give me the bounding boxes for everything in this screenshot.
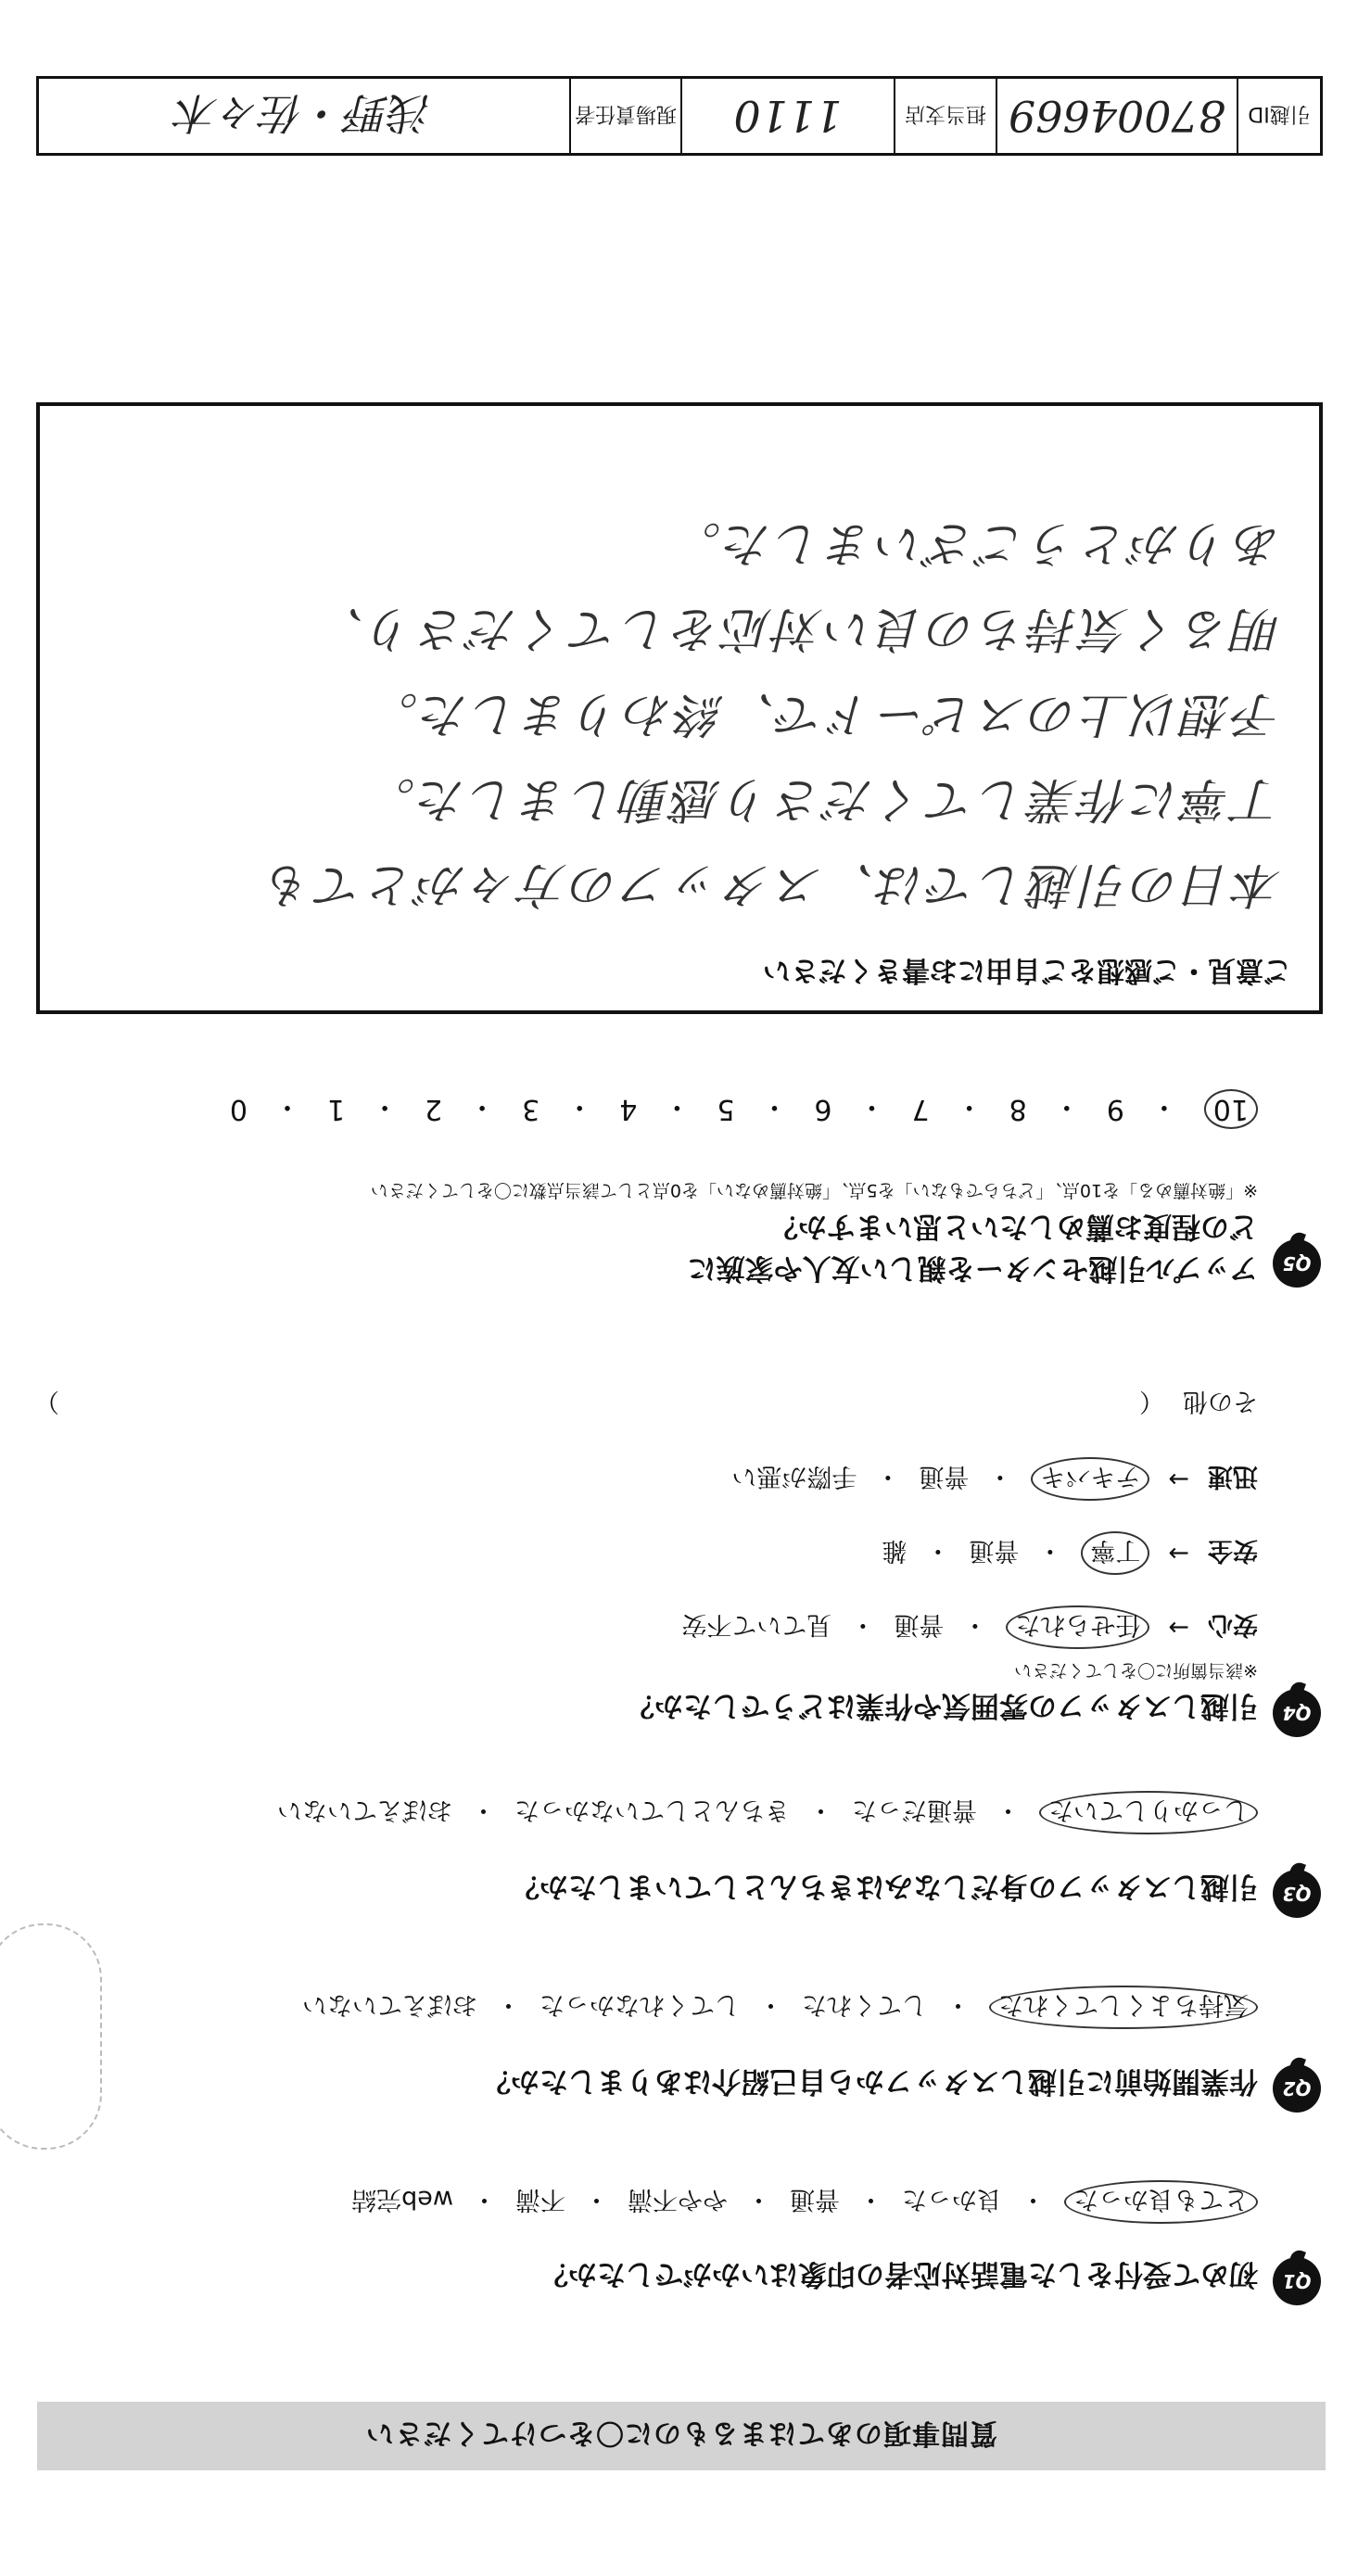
- branch-label-cell: 担当支店: [894, 79, 996, 153]
- q4-badge-icon: Q4: [1273, 1689, 1321, 1737]
- q5-score[interactable]: 6: [814, 1093, 832, 1126]
- id-value: 87004669: [1008, 91, 1226, 141]
- leader-label-cell: 現場責任者: [569, 79, 680, 153]
- q5-score[interactable]: 0: [229, 1093, 247, 1126]
- q5-score[interactable]: 2: [425, 1093, 443, 1126]
- handwritten-line: 予想以上のスピードで、終わりました。: [367, 686, 1282, 742]
- handwritten-line: 丁寧に作業してくださり感動しました。: [363, 771, 1282, 827]
- handwritten-line: 明るく気持ちの良い対応をしてくださり、: [312, 601, 1282, 656]
- q4-option[interactable]: 普通: [969, 1536, 1020, 1565]
- q4-other-close: ）: [34, 1387, 59, 1415]
- q4-row-label: 安全: [1208, 1536, 1258, 1565]
- branch-value-cell: [680, 79, 894, 153]
- q2-option[interactable]: おぼえていない: [302, 1990, 477, 2019]
- arrow-right-icon: →: [1168, 1539, 1189, 1567]
- arrow-right-icon: →: [1168, 1613, 1189, 1642]
- handwritten-comment: [68, 501, 1282, 927]
- q5-text-line2: どの程度お薦めしたいと思いますか？: [769, 1210, 1258, 1243]
- q1-option-circled[interactable]: とても良かった: [1064, 2180, 1258, 2224]
- q4-row-jinsoku: 迅速 → テキパキ ・ 普通 ・ 手際が悪い: [731, 1457, 1258, 1501]
- q3-text: 引越しスタッフの身だしなみはきちんとしていましたか？: [511, 1870, 1258, 1903]
- q3-option[interactable]: きちんとしていなかった: [514, 1796, 790, 1824]
- q2-option-circled[interactable]: 気持ちよくしてくれた: [989, 1986, 1258, 2029]
- q4-note: ※該当箇所に〇をしてください: [1014, 1660, 1258, 1681]
- q5-score[interactable]: 9: [1106, 1093, 1124, 1126]
- q5-scale: 10 ・ 9 ・ 8 ・ 7 ・ 6 ・ 5 ・ 4 ・ 3 ・ 2 ・ 1 ・ 0: [230, 1089, 1258, 1130]
- q4-option-circled[interactable]: 丁寧: [1081, 1531, 1149, 1575]
- id-label-cell: 引越ID: [1237, 79, 1320, 153]
- leader-value-cell: [39, 79, 569, 153]
- q2-options: 気持ちよくしてくれた ・ してくれた ・ してくれなかった ・ おぼえていない: [302, 1986, 1258, 2029]
- q4-row-anzen: 安全 → 丁寧 ・ 普通 ・ 雑: [882, 1531, 1258, 1575]
- q2-badge-icon: Q2: [1273, 2064, 1321, 2113]
- q1-option[interactable]: 普通: [790, 2185, 840, 2214]
- q5-score[interactable]: 3: [522, 1093, 540, 1126]
- q1-option[interactable]: 不満: [515, 2185, 565, 2214]
- instruction-text: 質問事項のあてはまるものに〇をつけてください: [365, 2417, 997, 2449]
- handwritten-line: 本日の引越しでは、スタッフの方々がとても: [261, 857, 1282, 912]
- q5-score[interactable]: 5: [717, 1093, 735, 1126]
- q3-options: しっかりしていた ・ 普通だった ・ きちんとしていなかった ・ おぼえていない: [277, 1791, 1258, 1834]
- q5-text-line1: アップル引越センターを親しい友人や家族に: [687, 1251, 1258, 1285]
- leader-value: 浅野・佐々木: [176, 88, 432, 138]
- q3-option-circled[interactable]: しっかりしていた: [1039, 1791, 1258, 1834]
- q4-other-open: （: [1139, 1387, 1164, 1415]
- q4-option[interactable]: 雑: [882, 1536, 907, 1565]
- q3-option[interactable]: 普通だった: [852, 1796, 977, 1824]
- q5-score-circled[interactable]: 10: [1204, 1090, 1258, 1130]
- branch-value: 1110: [733, 91, 843, 141]
- instruction-band: [37, 2402, 1326, 2470]
- q4-other-label: その他: [1183, 1387, 1258, 1415]
- q1-option[interactable]: やや不満: [628, 2185, 728, 2214]
- q3-option[interactable]: おぼえていない: [277, 1796, 452, 1824]
- q4-option[interactable]: 見ていて不安: [681, 1610, 832, 1639]
- q1-badge-icon: Q1: [1273, 2257, 1321, 2305]
- q4-option-circled[interactable]: テキパキ: [1031, 1457, 1149, 1501]
- q4-option-circled[interactable]: 任せられた: [1006, 1605, 1149, 1649]
- q4-row-label: 安心: [1208, 1610, 1258, 1639]
- q5-score[interactable]: 7: [911, 1093, 930, 1126]
- q1-text: 初めて受付をした電話対応者の印象はいかがでしたか？: [539, 2257, 1258, 2290]
- q3-badge-icon: Q3: [1273, 1870, 1321, 1918]
- q2-text: 作業開始前に引越しスタッフから自己紹介はありましたか？: [482, 2064, 1258, 2098]
- handwritten-line: ありがとうございました。: [669, 515, 1282, 571]
- q1-option[interactable]: web完結: [351, 2185, 453, 2214]
- arrow-right-icon: →: [1168, 1465, 1189, 1493]
- comment-box[interactable]: [36, 402, 1323, 1014]
- q1-option[interactable]: 良かった: [902, 2185, 1002, 2214]
- q4-text: 引越しスタッフの雰囲気や作業はどうでしたか？: [626, 1689, 1258, 1722]
- stamp-mark: [0, 1923, 102, 2150]
- q4-option[interactable]: 手際が悪い: [731, 1462, 857, 1491]
- q1-options: とても良かった ・ 良かった ・ 普通 ・ やや不満 ・ 不満 ・ web完結: [351, 2180, 1258, 2224]
- q5-score[interactable]: 8: [1009, 1093, 1027, 1126]
- q4-option[interactable]: 普通: [894, 1610, 945, 1639]
- info-table: [36, 76, 1323, 156]
- q2-option[interactable]: してくれなかった: [539, 1990, 740, 2019]
- id-value-cell: [996, 79, 1237, 153]
- q5-badge-icon: Q5: [1273, 1239, 1321, 1288]
- q5-score[interactable]: 4: [619, 1093, 638, 1126]
- q5-score[interactable]: 1: [326, 1093, 346, 1126]
- q2-option[interactable]: してくれた: [802, 1990, 927, 2019]
- q4-option[interactable]: 普通: [919, 1462, 970, 1491]
- q4-row-label: 迅速: [1208, 1462, 1258, 1491]
- q5-note: ※「絶対薦める」を10点、「どちらでもない」を5点、「絶対薦めない」を0点として該当点数に〇をしてください: [370, 1180, 1258, 1200]
- q4-row-anshin: 安心 → 任せられた ・ 普通 ・ 見ていて不安: [681, 1605, 1258, 1649]
- q4-other-row: [34, 1386, 1258, 1422]
- comment-box-title: ご意見・ご感想をご自由にお書きください: [763, 954, 1291, 986]
